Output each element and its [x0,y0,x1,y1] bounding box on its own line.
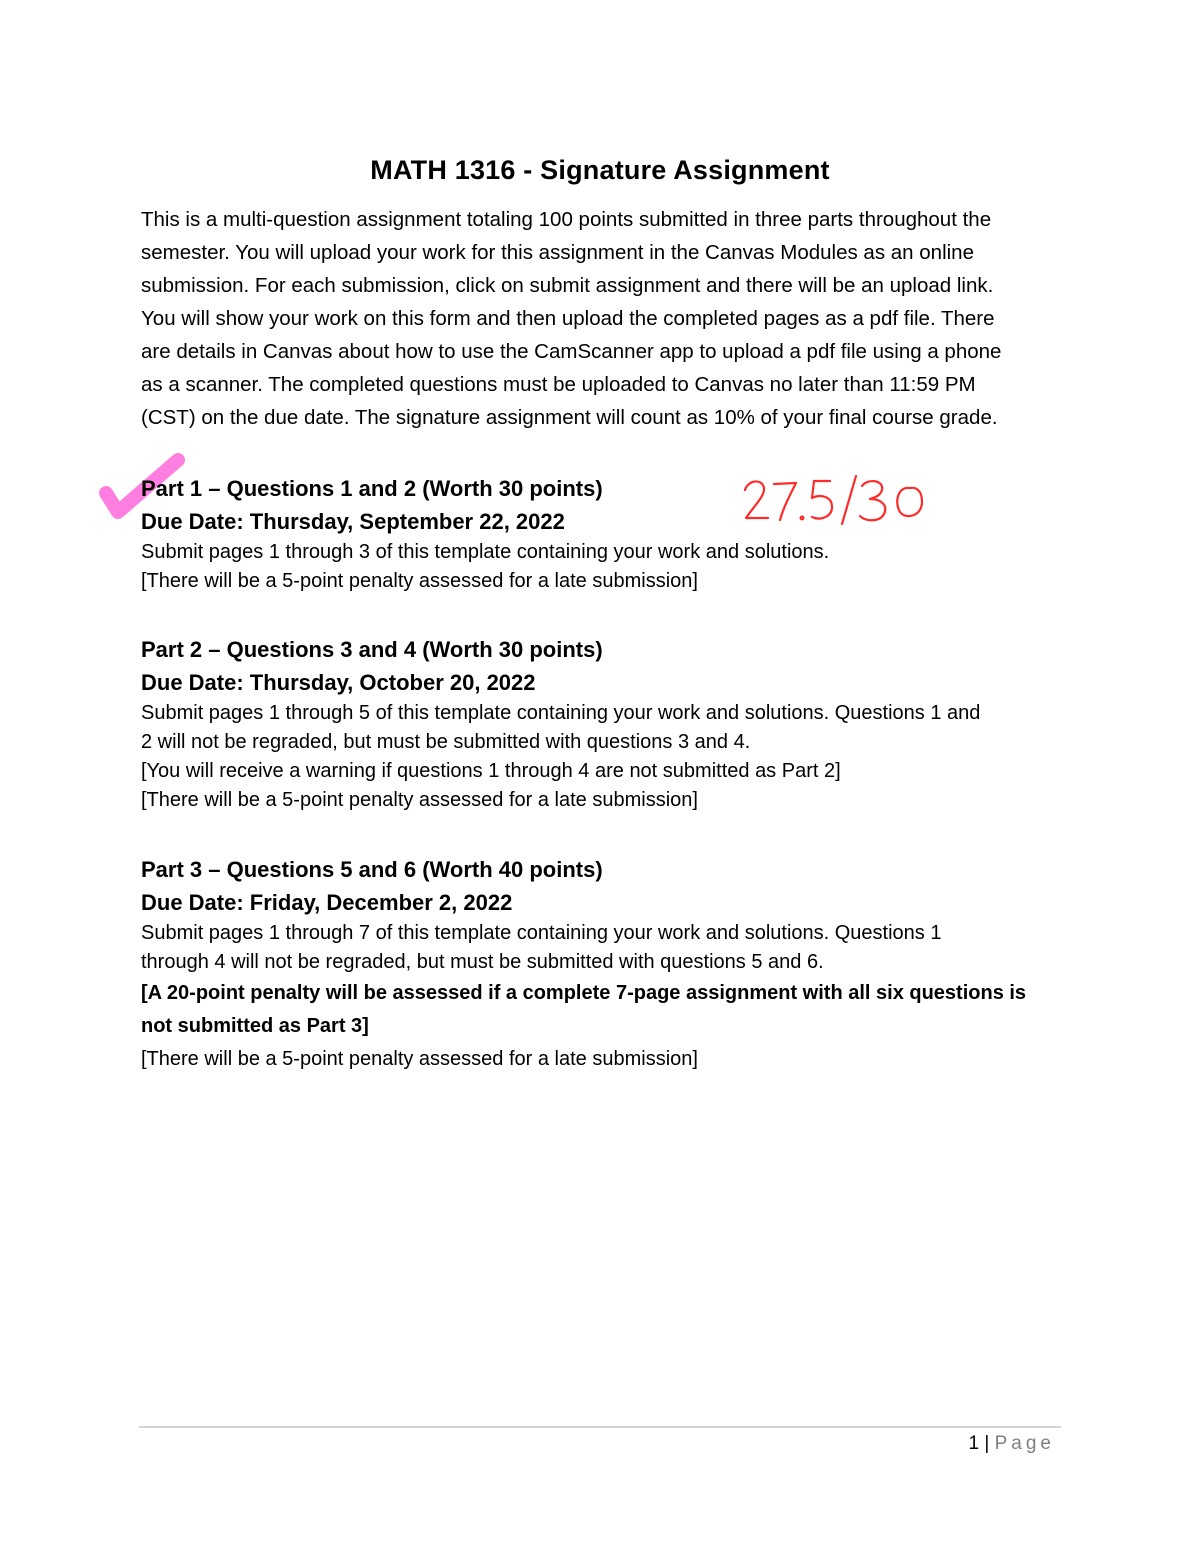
part-heading: Part 1 – Questions 1 and 2 (Worth 30 points) [141,476,603,501]
document-title: MATH 1316 - Signature Assignment [370,155,830,185]
penalty-warning-line: not submitted as Part 3] [141,1015,369,1037]
page-number: 1 [968,1433,980,1454]
part-line: Submit pages 1 through 3 of this template containing your work and solutions. [141,541,830,563]
part-line: 2 will not be regraded, but must be submitted with questions 3 and 4. [141,731,751,753]
footer-separator: | [984,1433,990,1454]
footer-divider [139,1426,1061,1428]
intro-line: submission. For each submission, click on submit assignment and there will be an upload link. [141,274,994,297]
part-1-section [141,472,1071,596]
part-line: Submit pages 1 through 7 of this template containing your work and solutions. Questions 1 [141,922,942,944]
intro-line: You will show your work on this form and then upload the completed pages as a pdf file. There [141,307,995,330]
intro-line: (CST) on the due date. The signature assignment will count as 10% of your final course grade. [141,406,998,429]
part-line: Submit pages 1 through 5 of this template containing your work and solutions. Questions 1 and [141,702,981,724]
penalty-warning-line: [A 20-point penalty will be assessed if a complete 7-page assignment with all six questions is [141,982,1027,1004]
page-footer [969,1431,1055,1457]
part-heading: Part 3 – Questions 5 and 6 (Worth 40 points) [141,857,603,882]
part-line: through 4 will not be regraded, but must be submitted with questions 5 and 6. [141,951,824,973]
due-date: Due Date: Thursday, October 20, 2022 [141,670,536,695]
intro-line: are details in Canvas about how to use the CamScanner app to upload a pdf file using a phone [141,340,1002,363]
due-date: Due Date: Thursday, September 22, 2022 [141,509,565,534]
part-line: [There will be a 5-point penalty assessed for a late submission] [141,1048,698,1070]
page-label: Page [994,1433,1055,1454]
part-line: [You will receive a warning if questions 1 through 4 are not submitted as Part 2] [141,760,841,782]
part-heading: Part 2 – Questions 3 and 4 (Worth 30 points) [141,637,603,662]
part-line: [There will be a 5-point penalty assessed for a late submission] [141,789,698,811]
part-line: [There will be a 5-point penalty assessed for a late submission] [141,570,698,592]
due-date: Due Date: Friday, December 2, 2022 [141,890,513,915]
part-3-section [141,853,1071,1076]
intro-line: semester. You will upload your work for this assignment in the Canvas Modules as an online [141,241,974,264]
intro-paragraph [141,203,1061,434]
intro-line: as a scanner. The completed questions must be uploaded to Canvas no later than 11:59 PM [141,373,976,396]
part-2-section [141,633,1071,815]
intro-line: This is a multi-question assignment totaling 100 points submitted in three parts throughout the [141,208,992,231]
